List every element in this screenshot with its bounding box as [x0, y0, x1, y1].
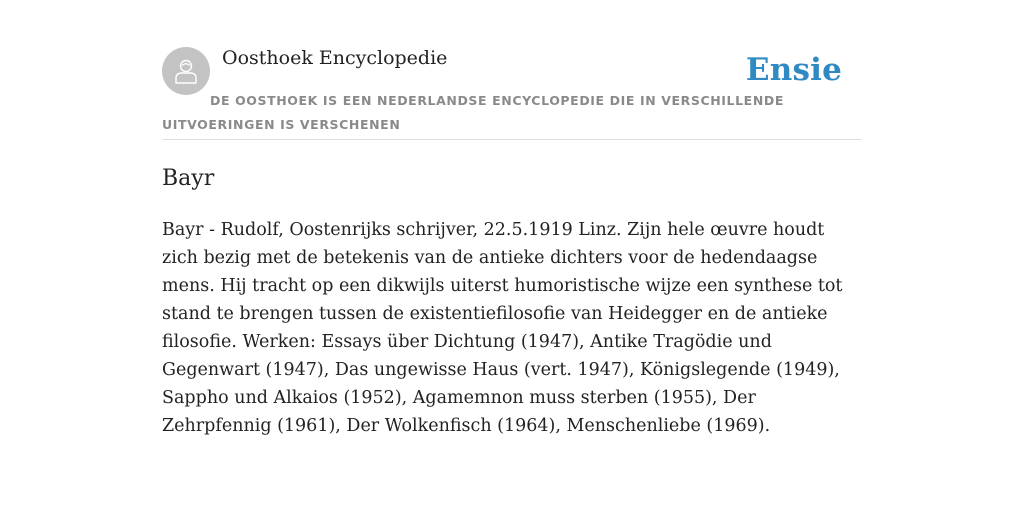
source-header — [162, 0, 862, 140]
entry-card — [162, 0, 862, 436]
entry-title: Bayr — [162, 166, 215, 191]
source-avatar[interactable] — [162, 47, 210, 95]
user-icon — [171, 56, 201, 86]
source-name-link[interactable]: Oosthoek Encyclopedie — [222, 47, 448, 69]
ensie-logo[interactable]: Ensie — [745, 52, 842, 88]
entry-text: Bayr - Rudolf, Oostenrijks schrijver, 22.5.1919 Linz. Zijn hele œuvre houdt zich bezig met de betekenis van de antieke dichters voor de hedendaagse mens. Hij tracht op een dikwijls uiterst humoristische wijze een synthese tot stand te brengen tussen de existentiefilosofie van Heidegger en de antieke filosofie. Werken: Essays über Dichtung (1947), Antike Tragödie und Gegenwart (1947), Das ungewisse Haus (vert. 1947), Königslegende (1949), Sappho und Alkaios (1952), Agamemnon muss sterben (1955), Der Zehrpfennig (1961), Der Wolkenfisch (1964), Menschenliebe (1969). — [162, 220, 843, 436]
source-description: DE OOSTHOEK IS EEN NEDERLANDSE ENCYCLOPEDIE DIE IN VERSCHILLENDE UITVOERINGEN IS VERSCHENEN — [162, 93, 784, 132]
